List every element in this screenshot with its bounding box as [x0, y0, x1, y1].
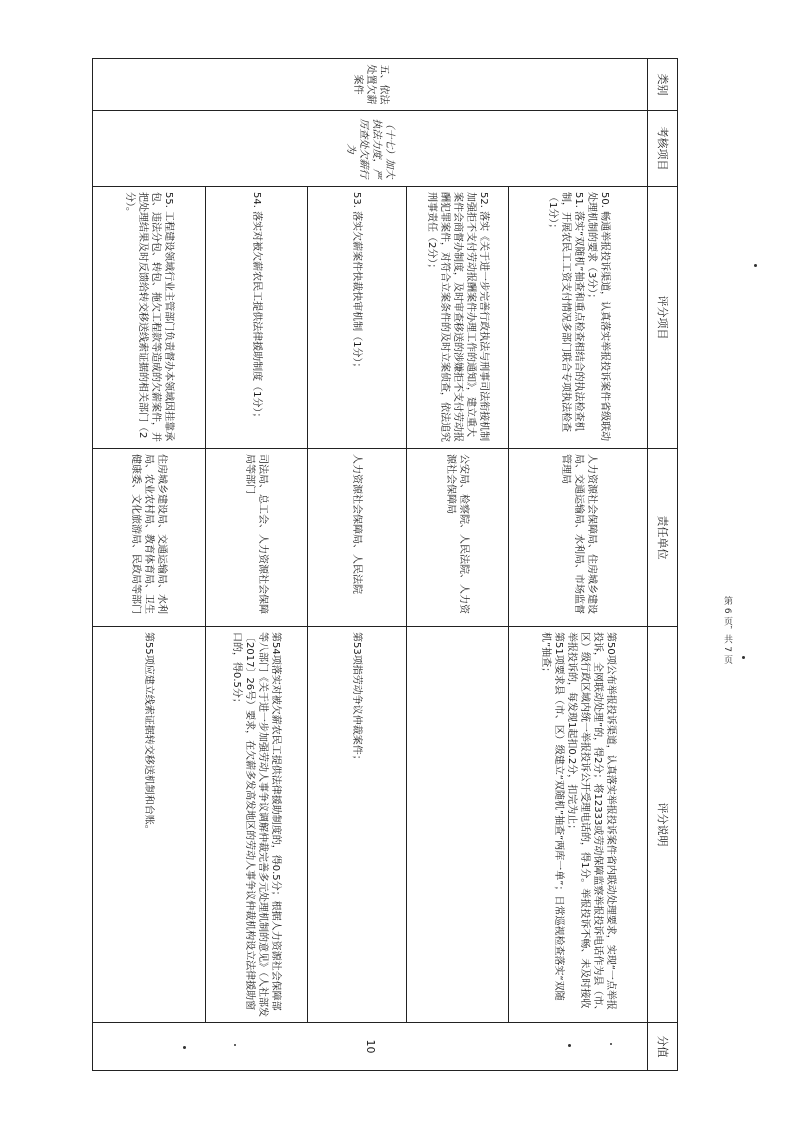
scan-speck — [754, 264, 757, 267]
header-category: 类别 — [648, 59, 678, 111]
header-explanation: 评分说明 — [648, 627, 678, 1023]
table-row — [93, 59, 206, 1071]
table-row — [308, 59, 406, 1071]
explanation-cell: 第50项公布举报投诉渠道，认真落实举报投诉案件省内联动处理要求，实现“一点举报投诉，全网联动处理”的，得2分；将12333或劳动保障监察举报投诉电话作为县（市、区）级行政区域内统一举报投诉公开受理电话的，得1分。举报投诉不畅、未及时接收举报投诉的，每发现1起扣0.2分，扣完为止； 第51项要求县（市、区）级建立“双随机”抽查“两库一单”；日常巡视检查落实“双随机”抽查； — [508, 627, 647, 1023]
category-cell: 五、依法处置欠薪案件 — [93, 59, 648, 111]
page-footer: 第 6 页，共 7 页 — [722, 596, 732, 664]
explanation-cell: 第55项应建立线索证据转交移送机制和台账。 — [93, 627, 206, 1023]
unit-cell: 人力资源社会保障局、人民法院 — [308, 449, 406, 627]
assessment-table — [92, 58, 678, 1071]
header-row — [648, 59, 678, 1071]
score-cell: 10 — [93, 1023, 648, 1071]
criteria-cell: 53. 落实欠薪案件快裁快审机制（1分）； — [308, 187, 406, 449]
table-row — [406, 59, 508, 1071]
explanation-cell: 第54项落实对被欠薪农民工提供法律援助制度的，得0.5分；根据人力资源社会保障部等八部门《关于进一步加强劳动人事争议调解仲裁完善多元处理机制的意见》（人社部发〔2017〕26号）要求，在欠薪多发高发地区的劳动人事争议仲裁机构设立法律援助窗口的，得0.5分； — [205, 627, 307, 1023]
criteria-cell: 55. 工程建设领域行业主管部门负责督办本领域因挂靠承包、违法分包、转包、拖欠工程款等造成的欠薪案件，并把处理结果及时反馈给转交移送线索证据的相关部门（2分）。 — [93, 187, 206, 449]
scan-speck — [183, 1046, 186, 1049]
criteria-cell: 50. 畅通举报投诉渠道，认真落实举报投诉案件省级联动处理机制的要求（3分）； 51. 落实“双随机”抽查和重点检查相结合的执法检查机制，开展农民工工资支付情况多部门联合专项执法检查（1分）； — [508, 187, 647, 449]
unit-cell: 公安局、检察院、人民法院、人力资源社会保障局 — [406, 449, 508, 627]
header-item: 考核项目 — [648, 111, 678, 187]
unit-cell: 住房城乡建设局、交通运输局、水利局、农业农村局、教育体育局、卫生健康委、文化旅游局、民政局等部门 — [93, 449, 206, 627]
rotated-table-container — [92, 58, 678, 1070]
unit-cell: 人力资源社会保障局、住房城乡建设局、交通运输局、水利局、市场监督管理局 — [508, 449, 647, 627]
explanation-cell — [406, 627, 508, 1023]
table-row — [508, 59, 647, 1071]
criteria-cell: 52. 落实《关于进一步完善行政执法与刑事司法衔接机制加强拒不支付劳动报酬案件办理工作的通知》，建立重大案件会商督办制度，及时审查移送的涉嫌拒不支付劳动报酬犯罪案件，对符合立案条件的及时立案侦查，依法追究刑事责任（2分）； — [406, 187, 508, 449]
scan-speck — [234, 1044, 236, 1046]
scan-speck — [568, 1044, 571, 1047]
scan-speck — [742, 656, 745, 659]
explanation-cell: 第53项指劳动争议仲裁案件； — [308, 627, 406, 1023]
unit-cell: 司法局、总工会、人力资源社会保障局等部门 — [205, 449, 307, 627]
assessment-item-cell: （十七）加大执法力度，严厉查处欠薪行为 — [93, 111, 648, 187]
header-unit: 责任单位 — [648, 449, 678, 627]
scan-speck — [610, 1043, 612, 1045]
criteria-cell: 54. 落实对被欠薪农民工提供法律援助制度（1分）； — [205, 187, 307, 449]
header-criteria: 评分项目 — [648, 187, 678, 449]
table-row — [205, 59, 307, 1071]
header-score: 分值 — [648, 1023, 678, 1071]
